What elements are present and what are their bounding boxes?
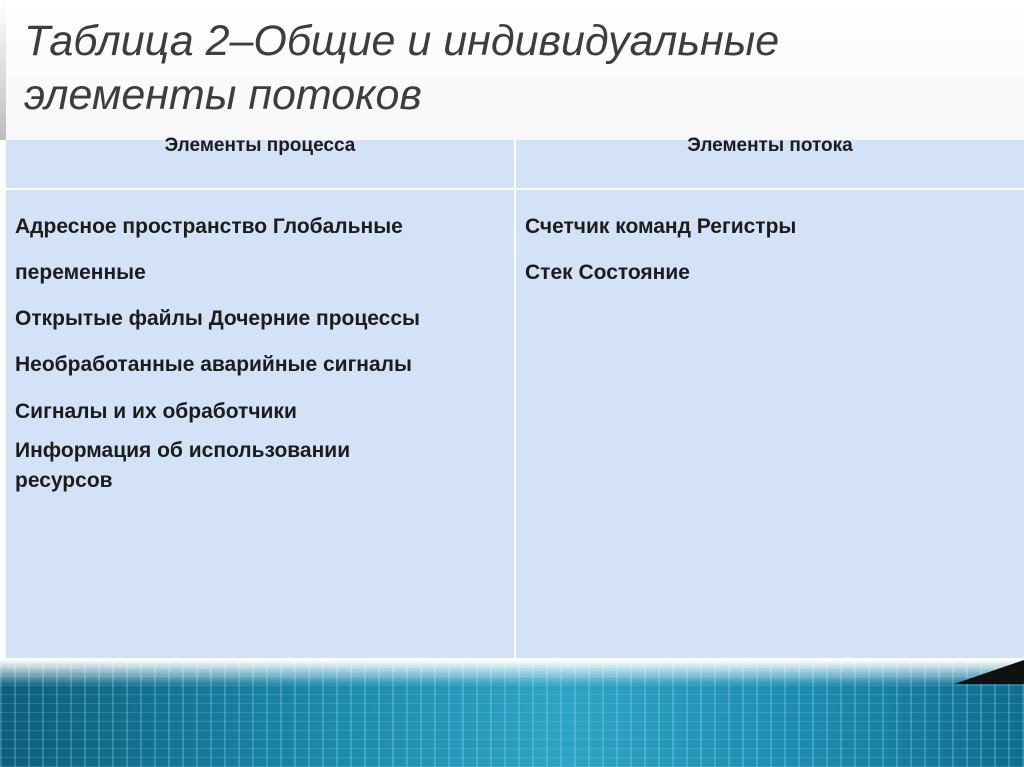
list-item: Открытые файлы Дочерние процессы <box>15 307 420 330</box>
list-item: Необработанные аварийные сигналы <box>15 353 412 376</box>
list-item: Стек Состояние <box>525 261 690 284</box>
process-elements-cell <box>6 190 516 658</box>
slide-title: Таблица 2–Общие и индивидуальные элементы потоков <box>24 17 780 119</box>
list-item: ресурсов <box>15 469 113 492</box>
list-item: Адресное пространство Глобальные <box>15 215 403 238</box>
band-fade <box>0 660 1024 686</box>
header-label: Элементы процесса <box>164 135 356 156</box>
header-label: Элементы потока <box>687 135 853 156</box>
header-thread-elements <box>516 135 1024 190</box>
list-item: переменные <box>15 261 146 284</box>
list-item: Счетчик команд Регистры <box>525 215 797 238</box>
comparison-table <box>6 135 1024 658</box>
header-process-elements <box>6 135 516 190</box>
list-item: Сигналы и их обработчики <box>15 400 297 423</box>
list-item: Информация об использовании <box>15 439 351 462</box>
thread-elements-cell <box>516 190 1024 658</box>
band-corner-wedge <box>954 660 1024 684</box>
